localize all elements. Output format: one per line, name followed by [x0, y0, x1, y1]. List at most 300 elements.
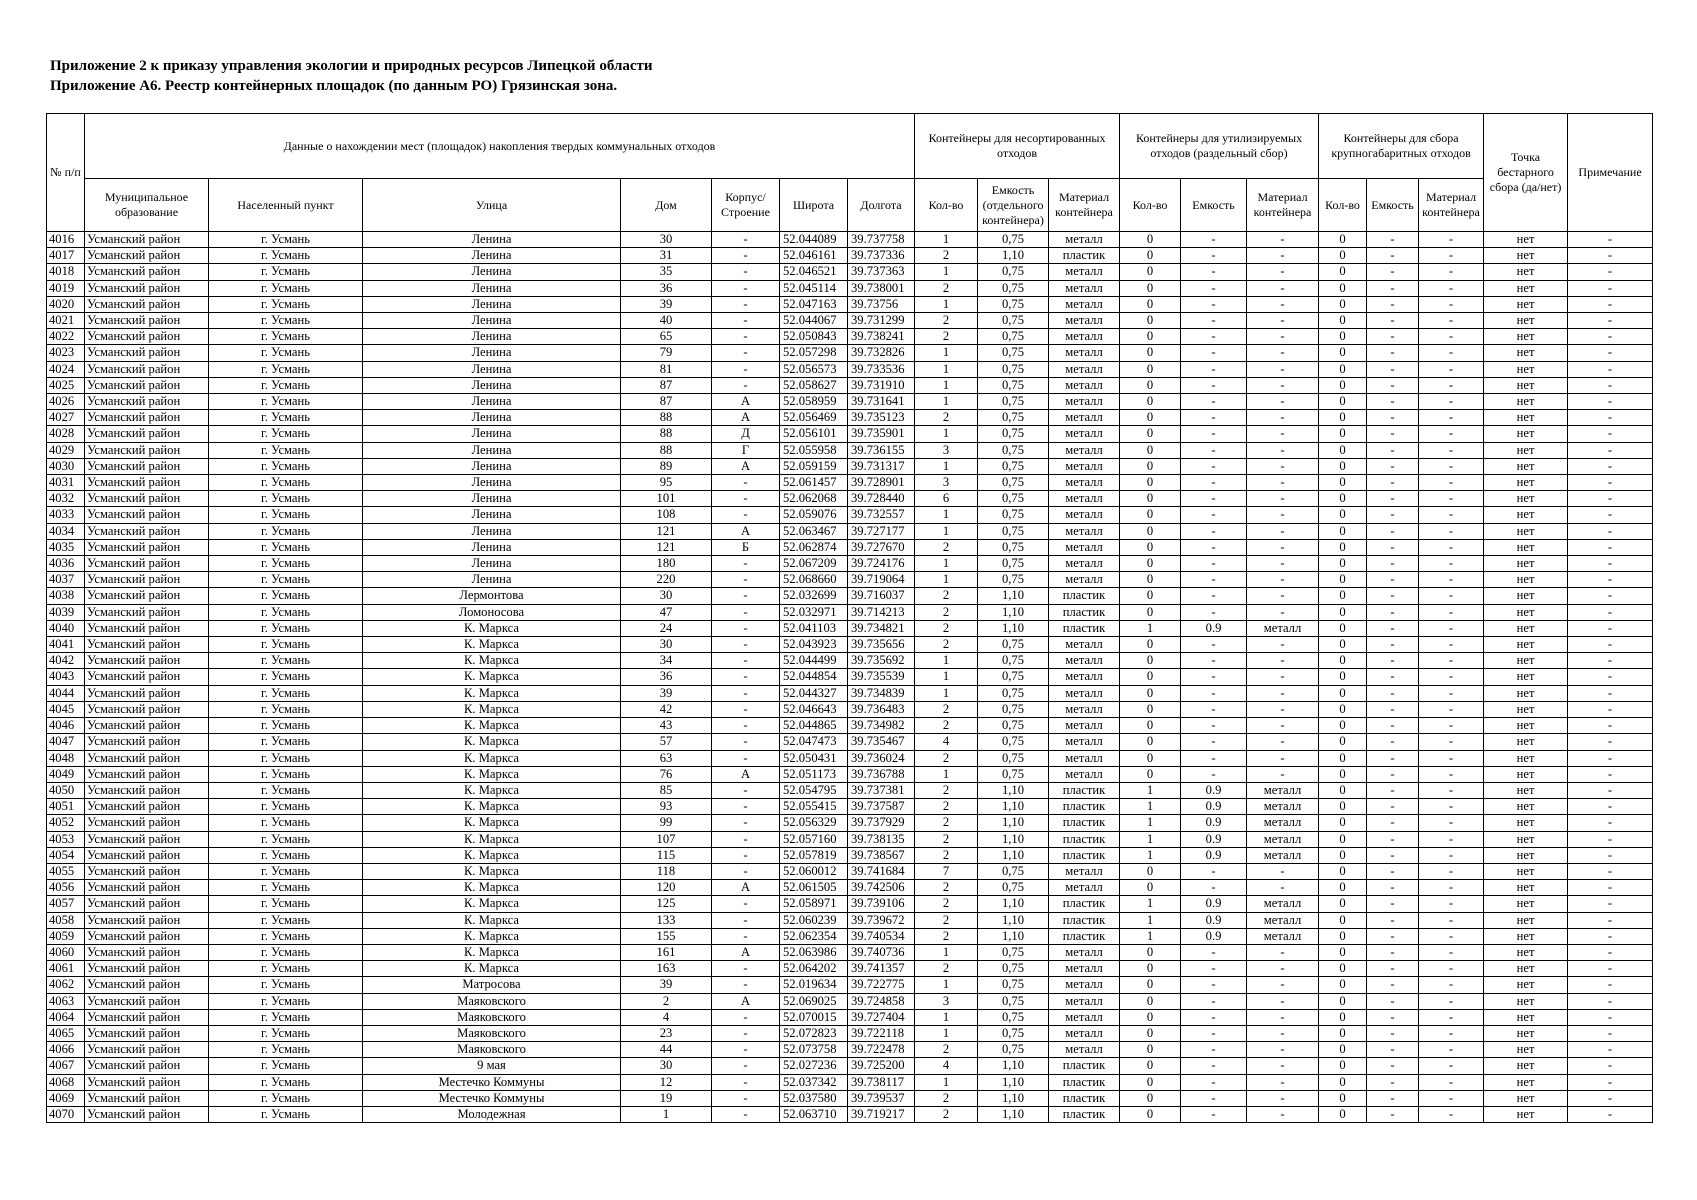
- cell-street: Ленина: [363, 394, 621, 410]
- cell-num: 4040: [47, 620, 85, 636]
- cell-house: 23: [621, 1025, 712, 1041]
- cell-recycle-count: 0: [1120, 766, 1181, 782]
- cell-point: нет: [1484, 523, 1568, 539]
- cell-lat: 52.058959: [780, 394, 848, 410]
- cell-bulky-capacity: -: [1367, 750, 1419, 766]
- table-row: [47, 394, 1653, 410]
- cell-unsorted-capacity: 1,10: [978, 928, 1049, 944]
- cell-unsorted-material: металл: [1049, 296, 1120, 312]
- cell-unsorted-count: 1: [915, 572, 978, 588]
- cell-building: А: [712, 766, 780, 782]
- cell-bulky-capacity: -: [1367, 766, 1419, 782]
- cell-recycle-material: -: [1247, 264, 1319, 280]
- cell-bulky-capacity: -: [1367, 491, 1419, 507]
- cell-num: 4037: [47, 572, 85, 588]
- cell-recycle-count: 0: [1120, 232, 1181, 248]
- cell-point: нет: [1484, 248, 1568, 264]
- cell-recycle-count: 0: [1120, 1058, 1181, 1074]
- cell-bulky-count: 0: [1319, 637, 1367, 653]
- cell-unsorted-capacity: 0,75: [978, 313, 1049, 329]
- table-row: [47, 880, 1653, 896]
- cell-unsorted-count: 3: [915, 475, 978, 491]
- cell-municipality: Усманский район: [85, 296, 209, 312]
- cell-house: 81: [621, 361, 712, 377]
- cell-unsorted-material: пластик: [1049, 831, 1120, 847]
- cell-lon: 39.736024: [848, 750, 915, 766]
- cell-unsorted-capacity: 0,75: [978, 556, 1049, 572]
- cell-bulky-material: -: [1419, 734, 1484, 750]
- cell-street: К. Маркса: [363, 799, 621, 815]
- table-row: [47, 280, 1653, 296]
- cell-unsorted-capacity: 1,10: [978, 815, 1049, 831]
- table-row: [47, 523, 1653, 539]
- cell-note: -: [1568, 766, 1653, 782]
- cell-note: -: [1568, 750, 1653, 766]
- cell-bulky-capacity: -: [1367, 1042, 1419, 1058]
- cell-recycle-count: 0: [1120, 539, 1181, 555]
- cell-bulky-count: 0: [1319, 329, 1367, 345]
- cell-settlement: г. Усмань: [209, 345, 363, 361]
- cell-lat: 52.059159: [780, 458, 848, 474]
- cell-num: 4038: [47, 588, 85, 604]
- cell-house: 30: [621, 637, 712, 653]
- cell-point: нет: [1484, 264, 1568, 280]
- cell-house: 34: [621, 653, 712, 669]
- cell-lat: 52.043923: [780, 637, 848, 653]
- cell-settlement: г. Усмань: [209, 750, 363, 766]
- cell-unsorted-count: 1: [915, 507, 978, 523]
- cell-bulky-capacity: -: [1367, 361, 1419, 377]
- cell-num: 4032: [47, 491, 85, 507]
- cell-unsorted-capacity: 0,75: [978, 345, 1049, 361]
- cell-unsorted-count: 3: [915, 442, 978, 458]
- cell-note: -: [1568, 296, 1653, 312]
- cell-street: Ленина: [363, 539, 621, 555]
- cell-point: нет: [1484, 880, 1568, 896]
- cell-street: Маяковского: [363, 1025, 621, 1041]
- cell-settlement: г. Усмань: [209, 1074, 363, 1090]
- cell-recycle-material: -: [1247, 1106, 1319, 1122]
- cell-lon: 39.719217: [848, 1106, 915, 1122]
- cell-unsorted-material: металл: [1049, 961, 1120, 977]
- cell-house: 12: [621, 1074, 712, 1090]
- cell-point: нет: [1484, 637, 1568, 653]
- cell-bulky-count: 0: [1319, 491, 1367, 507]
- cell-note: -: [1568, 637, 1653, 653]
- cell-num: 4056: [47, 880, 85, 896]
- cell-house: 40: [621, 313, 712, 329]
- cell-recycle-capacity: -: [1181, 734, 1247, 750]
- cell-municipality: Усманский район: [85, 847, 209, 863]
- cell-bulky-capacity: -: [1367, 588, 1419, 604]
- cell-lon: 39.722775: [848, 977, 915, 993]
- table-header: [47, 114, 1653, 232]
- cell-recycle-material: -: [1247, 961, 1319, 977]
- cell-num: 4021: [47, 313, 85, 329]
- cell-municipality: Усманский район: [85, 620, 209, 636]
- cell-bulky-capacity: -: [1367, 718, 1419, 734]
- header-unsorted-material: Материал контейнера: [1049, 179, 1120, 232]
- cell-unsorted-count: 7: [915, 863, 978, 879]
- cell-bulky-material: -: [1419, 1106, 1484, 1122]
- cell-house: 125: [621, 896, 712, 912]
- cell-unsorted-material: пластик: [1049, 928, 1120, 944]
- cell-house: 161: [621, 944, 712, 960]
- cell-lon: 39.732557: [848, 507, 915, 523]
- cell-unsorted-capacity: 0,75: [978, 701, 1049, 717]
- table-row: [47, 669, 1653, 685]
- cell-recycle-count: 0: [1120, 475, 1181, 491]
- cell-point: нет: [1484, 766, 1568, 782]
- table-body: [47, 232, 1653, 1123]
- cell-note: -: [1568, 442, 1653, 458]
- cell-bulky-material: -: [1419, 1090, 1484, 1106]
- cell-settlement: г. Усмань: [209, 329, 363, 345]
- cell-recycle-count: 0: [1120, 248, 1181, 264]
- cell-point: нет: [1484, 961, 1568, 977]
- cell-point: нет: [1484, 232, 1568, 248]
- cell-house: 115: [621, 847, 712, 863]
- cell-recycle-capacity: -: [1181, 588, 1247, 604]
- cell-lat: 52.055958: [780, 442, 848, 458]
- cell-point: нет: [1484, 977, 1568, 993]
- cell-recycle-material: металл: [1247, 896, 1319, 912]
- cell-municipality: Усманский район: [85, 653, 209, 669]
- cell-municipality: Усманский район: [85, 977, 209, 993]
- cell-lon: 39.735539: [848, 669, 915, 685]
- cell-unsorted-count: 1: [915, 1074, 978, 1090]
- cell-num: 4045: [47, 701, 85, 717]
- cell-municipality: Усманский район: [85, 1090, 209, 1106]
- cell-recycle-material: -: [1247, 556, 1319, 572]
- cell-note: -: [1568, 782, 1653, 798]
- cell-bulky-capacity: -: [1367, 977, 1419, 993]
- cell-bulky-count: 0: [1319, 264, 1367, 280]
- cell-recycle-count: 0: [1120, 1074, 1181, 1090]
- cell-recycle-count: 0: [1120, 296, 1181, 312]
- cell-bulky-capacity: -: [1367, 280, 1419, 296]
- cell-house: 89: [621, 458, 712, 474]
- cell-recycle-capacity: -: [1181, 313, 1247, 329]
- cell-bulky-capacity: -: [1367, 831, 1419, 847]
- cell-bulky-count: 0: [1319, 734, 1367, 750]
- cell-unsorted-count: 2: [915, 718, 978, 734]
- cell-recycle-material: -: [1247, 523, 1319, 539]
- cell-lon: 39.736483: [848, 701, 915, 717]
- cell-settlement: г. Усмань: [209, 1090, 363, 1106]
- cell-recycle-count: 0: [1120, 377, 1181, 393]
- cell-unsorted-count: 2: [915, 1090, 978, 1106]
- cell-municipality: Усманский район: [85, 329, 209, 345]
- cell-point: нет: [1484, 718, 1568, 734]
- cell-recycle-capacity: -: [1181, 1009, 1247, 1025]
- cell-num: 4059: [47, 928, 85, 944]
- table-row: [47, 782, 1653, 798]
- cell-street: Ленина: [363, 426, 621, 442]
- cell-point: нет: [1484, 734, 1568, 750]
- cell-bulky-material: -: [1419, 426, 1484, 442]
- cell-recycle-material: -: [1247, 977, 1319, 993]
- cell-point: нет: [1484, 296, 1568, 312]
- cell-bulky-material: -: [1419, 523, 1484, 539]
- cell-lon: 39.734982: [848, 718, 915, 734]
- cell-bulky-capacity: -: [1367, 1074, 1419, 1090]
- cell-street: Маяковского: [363, 1009, 621, 1025]
- cell-recycle-capacity: -: [1181, 442, 1247, 458]
- cell-house: 44: [621, 1042, 712, 1058]
- cell-bulky-count: 0: [1319, 507, 1367, 523]
- cell-note: -: [1568, 701, 1653, 717]
- cell-house: 93: [621, 799, 712, 815]
- cell-recycle-count: 0: [1120, 345, 1181, 361]
- cell-num: 4043: [47, 669, 85, 685]
- cell-settlement: г. Усмань: [209, 507, 363, 523]
- cell-building: А: [712, 993, 780, 1009]
- cell-municipality: Усманский район: [85, 880, 209, 896]
- table-row: [47, 491, 1653, 507]
- cell-recycle-count: 0: [1120, 637, 1181, 653]
- cell-settlement: г. Усмань: [209, 782, 363, 798]
- cell-point: нет: [1484, 426, 1568, 442]
- cell-street: К. Маркса: [363, 669, 621, 685]
- cell-building: -: [712, 701, 780, 717]
- cell-bulky-count: 0: [1319, 442, 1367, 458]
- cell-settlement: г. Усмань: [209, 977, 363, 993]
- table-row: [47, 329, 1653, 345]
- cell-house: 31: [621, 248, 712, 264]
- cell-street: К. Маркса: [363, 831, 621, 847]
- cell-bulky-material: -: [1419, 831, 1484, 847]
- cell-building: -: [712, 928, 780, 944]
- cell-lat: 52.051173: [780, 766, 848, 782]
- cell-unsorted-count: 1: [915, 556, 978, 572]
- cell-lat: 52.047163: [780, 296, 848, 312]
- cell-building: -: [712, 977, 780, 993]
- cell-note: -: [1568, 831, 1653, 847]
- cell-recycle-count: 0: [1120, 750, 1181, 766]
- cell-building: -: [712, 377, 780, 393]
- cell-bulky-material: -: [1419, 604, 1484, 620]
- cell-recycle-material: металл: [1247, 815, 1319, 831]
- cell-bulky-count: 0: [1319, 847, 1367, 863]
- cell-bulky-capacity: -: [1367, 1009, 1419, 1025]
- cell-note: -: [1568, 653, 1653, 669]
- cell-municipality: Усманский район: [85, 232, 209, 248]
- cell-recycle-count: 0: [1120, 1106, 1181, 1122]
- cell-recycle-capacity: -: [1181, 377, 1247, 393]
- cell-lon: 39.737381: [848, 782, 915, 798]
- cell-lat: 52.067209: [780, 556, 848, 572]
- cell-house: 107: [621, 831, 712, 847]
- cell-house: 180: [621, 556, 712, 572]
- cell-recycle-capacity: -: [1181, 556, 1247, 572]
- cell-point: нет: [1484, 507, 1568, 523]
- cell-lat: 52.044499: [780, 653, 848, 669]
- cell-bulky-count: 0: [1319, 977, 1367, 993]
- cell-point: нет: [1484, 556, 1568, 572]
- header-recycle-group: Контейнеры для утилизируемых отходов (раздельный сбор): [1120, 114, 1319, 179]
- cell-unsorted-material: металл: [1049, 750, 1120, 766]
- cell-house: 36: [621, 669, 712, 685]
- cell-num: 4018: [47, 264, 85, 280]
- cell-recycle-capacity: -: [1181, 961, 1247, 977]
- cell-house: 43: [621, 718, 712, 734]
- cell-note: -: [1568, 523, 1653, 539]
- cell-unsorted-count: 1: [915, 766, 978, 782]
- cell-bulky-capacity: -: [1367, 734, 1419, 750]
- cell-point: нет: [1484, 799, 1568, 815]
- cell-bulky-capacity: -: [1367, 345, 1419, 361]
- cell-recycle-material: -: [1247, 232, 1319, 248]
- cell-unsorted-count: 1: [915, 264, 978, 280]
- cell-num: 4024: [47, 361, 85, 377]
- cell-building: Д: [712, 426, 780, 442]
- cell-bulky-capacity: -: [1367, 653, 1419, 669]
- table-row: [47, 345, 1653, 361]
- table-row: [47, 458, 1653, 474]
- cell-bulky-material: -: [1419, 507, 1484, 523]
- cell-unsorted-count: 2: [915, 831, 978, 847]
- cell-settlement: г. Усмань: [209, 475, 363, 491]
- cell-note: -: [1568, 847, 1653, 863]
- cell-municipality: Усманский район: [85, 912, 209, 928]
- cell-lon: 39.738001: [848, 280, 915, 296]
- cell-bulky-material: -: [1419, 928, 1484, 944]
- cell-recycle-material: металл: [1247, 799, 1319, 815]
- cell-bulky-material: -: [1419, 491, 1484, 507]
- cell-bulky-material: -: [1419, 345, 1484, 361]
- cell-lon: 39.735656: [848, 637, 915, 653]
- cell-note: -: [1568, 620, 1653, 636]
- cell-num: 4052: [47, 815, 85, 831]
- table-row: [47, 718, 1653, 734]
- cell-building: -: [712, 572, 780, 588]
- cell-house: 57: [621, 734, 712, 750]
- cell-bulky-count: 0: [1319, 685, 1367, 701]
- cell-lat: 52.063710: [780, 1106, 848, 1122]
- cell-street: К. Маркса: [363, 928, 621, 944]
- cell-building: Г: [712, 442, 780, 458]
- cell-house: 87: [621, 394, 712, 410]
- cell-street: Ленина: [363, 491, 621, 507]
- cell-settlement: г. Усмань: [209, 604, 363, 620]
- cell-recycle-count: 0: [1120, 734, 1181, 750]
- cell-recycle-capacity: -: [1181, 572, 1247, 588]
- cell-bulky-count: 0: [1319, 232, 1367, 248]
- cell-recycle-capacity: 0.9: [1181, 799, 1247, 815]
- cell-recycle-material: -: [1247, 1025, 1319, 1041]
- cell-settlement: г. Усмань: [209, 685, 363, 701]
- cell-note: -: [1568, 475, 1653, 491]
- cell-lat: 52.045114: [780, 280, 848, 296]
- cell-point: нет: [1484, 831, 1568, 847]
- cell-street: Матросова: [363, 977, 621, 993]
- cell-settlement: г. Усмань: [209, 442, 363, 458]
- cell-bulky-material: -: [1419, 685, 1484, 701]
- cell-bulky-material: -: [1419, 442, 1484, 458]
- cell-unsorted-capacity: 0,75: [978, 961, 1049, 977]
- cell-unsorted-material: металл: [1049, 361, 1120, 377]
- cell-bulky-material: -: [1419, 1042, 1484, 1058]
- cell-municipality: Усманский район: [85, 491, 209, 507]
- cell-recycle-count: 0: [1120, 523, 1181, 539]
- cell-unsorted-material: пластик: [1049, 620, 1120, 636]
- cell-municipality: Усманский район: [85, 572, 209, 588]
- cell-unsorted-material: металл: [1049, 653, 1120, 669]
- cell-bulky-material: -: [1419, 280, 1484, 296]
- table-row: [47, 556, 1653, 572]
- cell-lat: 52.063986: [780, 944, 848, 960]
- document-title: [50, 56, 653, 96]
- cell-house: 163: [621, 961, 712, 977]
- cell-street: К. Маркса: [363, 847, 621, 863]
- cell-note: -: [1568, 912, 1653, 928]
- cell-note: -: [1568, 377, 1653, 393]
- cell-lon: 39.737587: [848, 799, 915, 815]
- cell-bulky-count: 0: [1319, 831, 1367, 847]
- cell-bulky-count: 0: [1319, 539, 1367, 555]
- cell-lat: 52.063467: [780, 523, 848, 539]
- cell-unsorted-count: 2: [915, 896, 978, 912]
- cell-settlement: г. Усмань: [209, 1025, 363, 1041]
- cell-building: -: [712, 637, 780, 653]
- cell-note: -: [1568, 588, 1653, 604]
- cell-recycle-capacity: -: [1181, 701, 1247, 717]
- cell-street: К. Маркса: [363, 782, 621, 798]
- cell-recycle-count: 1: [1120, 782, 1181, 798]
- cell-house: 118: [621, 863, 712, 879]
- cell-building: -: [712, 1074, 780, 1090]
- cell-recycle-capacity: -: [1181, 863, 1247, 879]
- cell-lat: 52.057160: [780, 831, 848, 847]
- cell-unsorted-capacity: 0,75: [978, 442, 1049, 458]
- table-row: [47, 1106, 1653, 1122]
- cell-recycle-count: 1: [1120, 912, 1181, 928]
- cell-recycle-material: -: [1247, 426, 1319, 442]
- cell-bulky-capacity: -: [1367, 539, 1419, 555]
- cell-lon: 39.731299: [848, 313, 915, 329]
- cell-recycle-count: 1: [1120, 896, 1181, 912]
- cell-recycle-material: -: [1247, 669, 1319, 685]
- cell-recycle-capacity: -: [1181, 248, 1247, 264]
- cell-lon: 39.735467: [848, 734, 915, 750]
- cell-note: -: [1568, 799, 1653, 815]
- cell-house: 95: [621, 475, 712, 491]
- cell-lon: 39.736155: [848, 442, 915, 458]
- cell-note: -: [1568, 718, 1653, 734]
- cell-lat: 52.032699: [780, 588, 848, 604]
- cell-recycle-count: 0: [1120, 313, 1181, 329]
- cell-recycle-count: 0: [1120, 491, 1181, 507]
- cell-building: -: [712, 361, 780, 377]
- cell-house: 42: [621, 701, 712, 717]
- title-line-1: Приложение 2 к приказу управления экологии и природных ресурсов Липецкой области: [50, 58, 653, 74]
- cell-street: К. Маркса: [363, 815, 621, 831]
- table-row: [47, 539, 1653, 555]
- cell-bulky-material: -: [1419, 264, 1484, 280]
- cell-lat: 52.070015: [780, 1009, 848, 1025]
- cell-unsorted-count: 1: [915, 394, 978, 410]
- cell-lon: 39.737363: [848, 264, 915, 280]
- cell-unsorted-count: 2: [915, 637, 978, 653]
- cell-point: нет: [1484, 750, 1568, 766]
- cell-building: -: [712, 1058, 780, 1074]
- cell-municipality: Усманский район: [85, 377, 209, 393]
- cell-unsorted-capacity: 0,75: [978, 734, 1049, 750]
- cell-recycle-count: 0: [1120, 394, 1181, 410]
- cell-recycle-count: 0: [1120, 361, 1181, 377]
- cell-recycle-material: -: [1247, 507, 1319, 523]
